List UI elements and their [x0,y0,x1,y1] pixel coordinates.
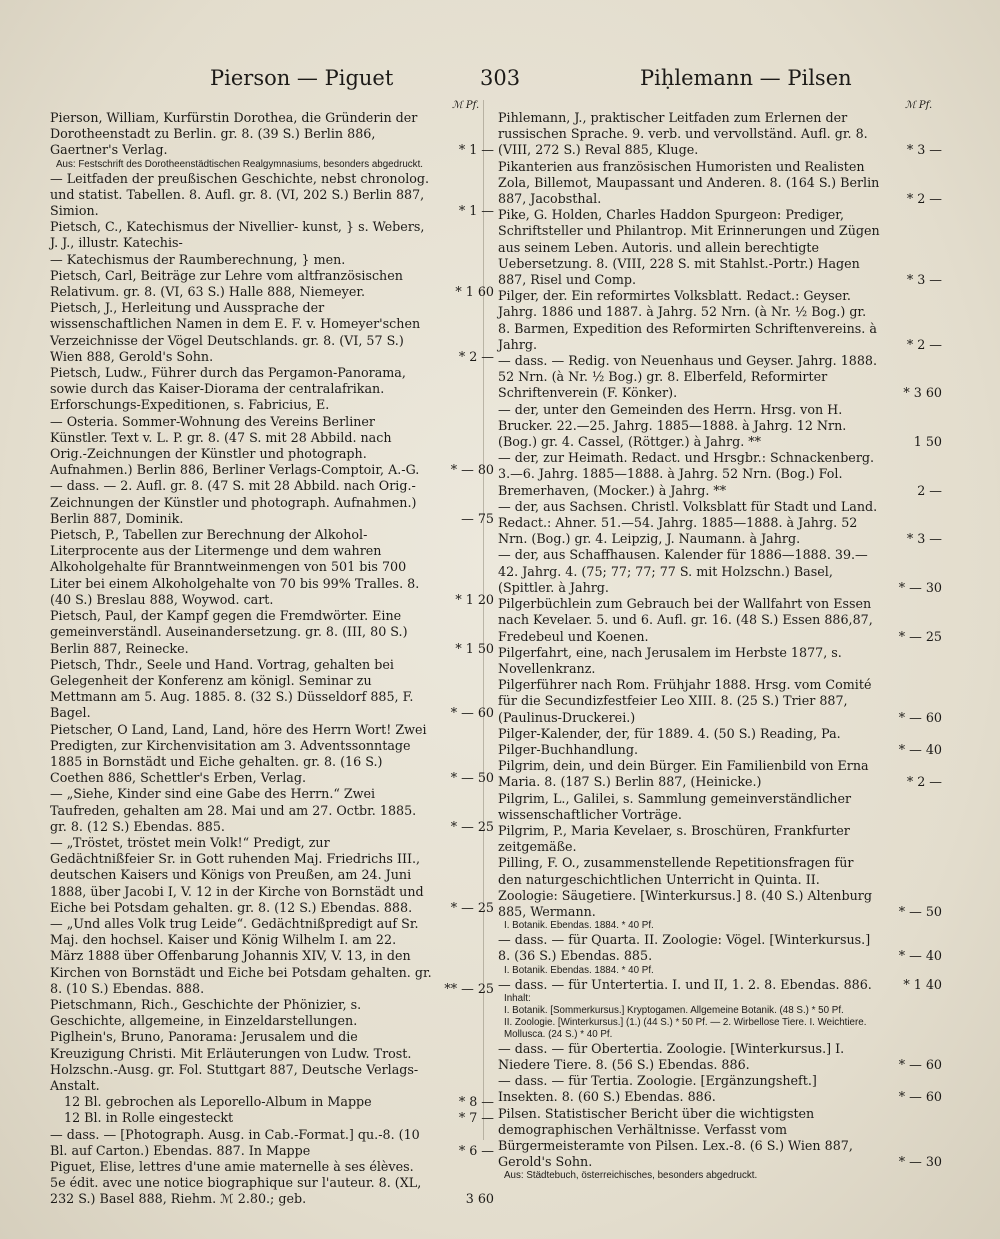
entry-price: * — 60 [898,1056,942,1072]
entry-price: 1 50 [913,434,942,450]
catalog-entry [50,722,494,787]
entry-price: * — 40 [898,948,942,964]
entry-text: Pilsen. Statistischer Bericht über die wichtigsten demographischen Verhältnisse. Verfasst vom Bürgermeisteramte von Pilsen. Lex.-8. (6 S.) Wien 887, Gerold's Sohn. [498,1105,853,1170]
entry-price: * — 30 [898,579,942,595]
bibliographic-note: Aus: Städtebuch, österreichisches, besonders abgedruckt. [504,1170,758,1182]
catalog-entry [50,252,494,268]
entry-price: * 1 50 [455,640,494,656]
catalog-entry [498,207,942,288]
catalog-entry [498,932,942,964]
entry-price: * 1 40 [903,976,942,992]
bibliographic-note: I. Botanik. Ebendas. 1884. * 40 Pf. [504,920,654,932]
entry-text: Pihlemann, J., praktischer Leitfaden zum Erlernen der russischen Sprache. 9. verb. und vervollständ. Aufl. gr. 8. (VIII, 272 S.) Reval 885, Kluge. [498,110,868,158]
catalog-entry [498,499,942,548]
entry-text: Pilgerbüchlein zum Gebrauch bei der Wallfahrt von Essen nach Kevelaer. 5. und 6. Aufl. gr. 16. (48 S.) Essen 886,87, Fredebeul und Koenen. [498,596,873,644]
entry-text: 12 Bl. in Rolle eingesteckt [64,1110,234,1126]
entry-price: * — 40 [898,741,942,757]
entry-price: ** — 25 [444,980,494,996]
catalog-entry [50,110,494,159]
left-column [50,110,494,1208]
catalog-entry [50,268,494,300]
entry-price: * — 50 [450,770,494,786]
entry-price: * 2 — [906,774,942,790]
catalog-entry [50,527,494,608]
entry-price: — 75 [461,510,494,526]
entry-text: — dass. — für Obertertia. Zoologie. [Winterkursus.] I. Niedere Tiere. 8. (56 S.) Ebendas. 886. [498,1040,845,1072]
bibliographic-note: II. Zoologie. [Winterkursus.] (1.) (44 S.) * 50 Pf. — 2. Wirbellose Tiere. I. Weichtiere. Mollusca. (24 S.) * 40 Pf. [504,1016,867,1040]
entry-price: * — 25 [450,899,494,915]
entry-text: Piglhein's, Bruno, Panorama: Jerusalem und die Kreuzigung Christi. Mit Erläuterungen von Ludw. Trost. Holzschn.-Ausg. gr. Fol. Stuttgart 887, Deutsche Verlags-Anstalt. [50,1029,419,1093]
catalog-entry [498,855,942,920]
entry-text: Pilgrim, dein, und dein Bürger. Ein Familienbild von Erna Maria. 8. (187 S.) Berlin 887, (Heinicke.) [498,758,869,790]
bibliographic-note: Aus: Festschrift des Dorotheenstädtischen Realgymnasiums, besonders abgedruckt. [56,158,424,170]
entry-text: — der, aus Schaffhausen. Kalender für 1886—1888. 39.—42. Jahrg. 4. (75; 77; 77; 77 S. mit Holzschn.) Basel, (Spittler. à Jahrg. [498,547,868,595]
catalog-entry [498,288,942,353]
entry-text: — „Tröstet, tröstet mein Volk!“ Predigt, zur Gedächtnißfeier Sr. in Gott ruhenden Maj. Friedrichs III., deutschen Kaisers und Königs von Preußen, am 24. Juni 1888, über Jacobi I, V. 12 in der Kirche von Bornstädt und Eiche bei Potsdam gehalten. gr. 8. (12 S.) Ebendas. 888. [50,834,424,915]
right-column [498,110,942,1182]
entry-price: * — 60 [898,1089,942,1105]
catalog-entry [50,1127,494,1159]
header-right-catchword: Piḥlemann — Pilsen [640,66,852,90]
entry-text: — der, unter den Gemeinden des Herrn. Hrsg. von H. Brucker. 22.—25. Jahrg. 1885—1888. à Jahrg. 12 Nrn. (Bog.) gr. 4. Cassel, (Röttger.) à Jahrg. ** [498,401,847,450]
catalog-entry [50,478,494,527]
catalog-entry [50,219,494,251]
entry-price: * 7 — [458,1110,494,1126]
catalog-entry [50,414,494,479]
entry-text: Pietsch, Thdr., Seele und Hand. Vortrag, gehalten bei Gelegenheit der Konferenz am königl. Seminar zu Mettmann am 5. Aug. 1885. 8. (32 S.) Düsseldorf 885, F. Bagel. [50,656,414,721]
entry-text: Pikanterien aus französischen Humoristen und Realisten Zola, Billemot, Maupassant und Anderen. 8. (164 S.) Berlin 887, Jacobsthal. [498,158,880,207]
entry-price: 3 60 [465,1191,494,1207]
entry-text: Pietschmann, Rich., Geschichte der Phönizier, s. Geschichte, allgemeine, in Einzeldarstellungen. [50,996,362,1029]
entry-price: * 2 — [906,191,942,207]
catalog-entry [498,823,942,855]
bibliographic-note: I. Botanik. [Sommerkursus.] Kryptogamen. Allgemeine Botanik. (48 S.) * 50 Pf. [504,1004,844,1016]
entry-text: Pike, G. Holden, Charles Haddon Spurgeon: Prediger, Schriftsteller und Philantrop. Mit Erinnerungen und Zügen aus seinem Leben. Autoris. und allein berechtigte Uebersetzung. 8. (VIII, 228 S. mit Stahlst.-Portr.) Hagen 887, Risel und Comp. [498,207,880,288]
entry-text: Pilling, F. O., zusammenstellende Repetitionsfragen für den naturgeschichtlichen Unterricht in Quinta. II. Zoologie: Säugetiere. [Winterkursus.] 8. (40 S.) Altenburg 885, Wermann. [498,855,872,919]
catalog-entry [498,1106,942,1171]
entry-text: — dass. — Redig. von Neuenhaus und Geyser. Jahrg. 1888. 52 Nrn. (à Nr. ½ Bog.) gr. 8. Elberfeld, Reformirter Schriftenverein (F. Könker). [498,353,878,401]
entry-price: * — 25 [450,818,494,834]
entry-text: Pietsch, P., Tabellen zur Berechnung der Alkohol-Literprocente aus der Litermenge und dem wahren Alkoholgehalte für Branntweinmengen von 501 bis 700 Liter bei einem Alkoholgehalte von 70 bis 99% Tralles. 8. (40 S.) Breslau 888, Woywod. cart. [50,527,420,607]
entry-price: * — 25 [898,628,942,644]
entry-text: Pilger, der. Ein reformirtes Volksblatt. Redact.: Geyser. Jahrg. 1886 und 1887. à Jahrg. 52 Nrn. (à Nr. ½ Bog.) gr. 8. Barmen, Expedition des Reformirten Schriftenvereins. à Jahrg. [498,288,877,352]
entry-text: — der, aus Sachsen. Christl. Volksblatt für Stadt und Land. Redact.: Ahner. 51.—54. Jahrg. 1885—1888. à Jahrg. 52 Nrn. (Bog.) gr. 4. Leipzig, J. Naumann. à Jahrg. [498,498,878,547]
entry-text: — dass. — [Photograph. Ausg. in Cab.-Format.] qu.-8. (10 Bl. auf Carton.) Ebendas. 887. In Mappe [50,1126,420,1158]
catalog-entry [498,110,942,159]
entry-text: — dass. — 2. Aufl. gr. 8. (47 S. mit 28 Abbild. nach Orig.-Zeichnungen der Künstler und photograph. Aufnahmen.) Berlin 887, Dominik. [50,478,417,526]
entry-price: * 2 — [906,336,942,352]
entry-text: Pilgerfahrt, eine, nach Jerusalem im Herbste 1877, s. Novellenkranz. [498,644,842,676]
entry-price: 2 — [917,482,942,498]
catalog-entry [50,997,494,1029]
entry-price: * 3 — [906,531,942,547]
catalog-entry [50,1029,494,1094]
entry-text: Pietscher, O Land, Land, Land, höre des Herrn Wort! Zwei Predigten, zur Kirchenvisitation am 3. Adventssonntage 1885 in Bornstädt und Eiche gehalten. gr. 8. (16 S.) Coethen 886, Schettler's Erben, Verlag. [50,721,427,786]
catalog-entry [498,645,942,677]
entry-text: — „Und alles Volk trug Leide“. Gedächtnißpredigt auf Sr. Maj. den hochsel. Kaiser und König Wilhelm I. am 22. März 1888 über Offenbarung Johannis XIV, V. 13, in den Kirchen von Bornstädt und Eiche bei Potsdam gehalten. gr. 8. (10 S.) Ebendas. 888. [50,915,432,996]
entry-price: * — 60 [450,705,494,721]
entry-price: * 3 — [906,142,942,158]
catalog-entry [498,1073,942,1105]
entry-text: — Katechismus der Raumberechnung, } men. [50,251,346,267]
catalog-entry [50,365,494,414]
entry-text: — dass. — für Tertia. Zoologie. [Ergänzungsheft.] Insekten. 8. (60 S.) Ebendas. 886. [498,1073,817,1105]
entry-price: * 1 60 [455,284,494,300]
entry-text: Piguet, Elise, lettres d'une amie maternelle à ses élèves. 5e édit. avec une notice biographique sur l'auteur. 8. (XL, 232 S.) Basel 888, Riehm. ℳ 2.80.; geb. [50,1159,422,1207]
entry-text: Pietsch, C., Katechismus der Nivellier- kunst, } s. Webers, J. J., illustr. Katechis- [50,219,425,251]
catalog-entry [50,1094,494,1110]
entry-price: * 1 — [458,203,494,219]
entry-text: Pilger-Kalender, der, für 1889. 4. (50 S.) Reading, Pa. Pilger-Buchhandlung. [498,725,841,757]
entry-price: * 8 — [458,1094,494,1110]
catalog-entry [50,1110,494,1126]
entry-text: 12 Bl. gebrochen als Leporello-Album in Mappe [64,1094,372,1110]
catalog-entry [50,171,494,220]
header-left-catchword: Pierson — Piguet [210,66,394,90]
entry-text: Pietsch, Ludw., Führer durch das Pergamon-Panorama, sowie durch das Kaiser-Diorama der centralafrikan. Erforschungs-Expeditionen, s. Fabricius, E. [50,365,406,413]
entry-text: Pietsch, Paul, der Kampf gegen die Fremdwörter. Eine gemeinverständl. Auseinandersetzung. gr. 8. (III, 80 S.) Berlin 887, Reinecke. [50,608,408,656]
catalog-entry [498,159,942,208]
catalog-entry [498,977,942,993]
entry-price: * 1 20 [455,591,494,607]
entry-text: — „Siehe, Kinder sind eine Gabe des Herrn.“ Zwei Taufreden, gehalten am 28. Mai und am 27. Octbr. 1885. gr. 8. (12 S.) Ebendas. 885. [50,786,417,834]
entry-price: * 3 — [906,272,942,288]
catalog-entry [498,791,942,823]
catalog-entry [50,1159,494,1208]
entry-price: * — 60 [898,709,942,725]
price-column-label-left: ℳ Pf. [452,100,480,111]
catalog-entry [498,402,942,451]
entry-price: * 2 — [458,348,494,364]
entry-text: Pietsch, Carl, Beiträge zur Lehre vom altfranzösischen Relativum. gr. 8. (VI, 63 S.) Halle 888, Niemeyer. [50,267,403,300]
catalog-entry [498,758,942,790]
catalog-entry [498,547,942,596]
entry-text: Pilgrim, L., Galilei, s. Sammlung gemeinverständlicher wissenschaftlicher Vorträge. [498,790,852,822]
entry-price: * — 30 [898,1154,942,1170]
catalog-entry [498,450,942,499]
catalog-entry [498,1041,942,1073]
catalog-entry [50,786,494,835]
bibliographic-note: I. Botanik. Ebendas. 1884. * 40 Pf. [504,964,654,976]
catalog-entry [498,726,942,758]
entry-price: * 3 60 [903,385,942,401]
catalog-entry [498,677,942,726]
entry-text: — dass. — für Untertertia. I. und II, 1. 2. 8. Ebendas. 886. [498,976,872,992]
bibliographic-note: Inhalt: [504,992,531,1004]
running-header [40,66,960,100]
entry-text: — dass. — für Quarta. II. Zoologie: Vögel. [Winterkursus.] 8. (36 S.) Ebendas. 885. [498,932,871,964]
entry-price: * — 80 [450,462,494,478]
catalog-entry [50,916,494,997]
catalog-entry [50,835,494,916]
entry-text: — der, zur Heimath. Redact. und Hrsgbr.: Schnackenberg. 3.—6. Jahrg. 1885—1888. à Jahrg. 52 Nrn. (Bog.) Fol. Bremerhaven, (Mocker.) à Jahrg. ** [498,450,875,498]
page-number: 303 [480,66,521,90]
entry-text: — Leitfaden der preußischen Geschichte, nebst chronolog. und statist. Tabellen. 8. Aufl. gr. 8. (VI, 202 S.) Berlin 887, Simion. [50,170,430,219]
entry-text: Pierson, William, Kurfürstin Dorothea, die Gründerin der Dorotheenstadt zu Berlin. gr. 8. (39 S.) Berlin 886, Gaertner's Verlag. [50,110,418,158]
catalog-entry [50,300,494,365]
entry-price: * 6 — [458,1142,494,1158]
entry-price: * — 50 [898,903,942,919]
entry-text: Pietsch, J., Herleitung und Aussprache der wissenschaftlichen Namen in dem E. F. v. Homeyer'schen Verzeichnisse der Vögel Deutschlands. gr. 8. (VI, 57 S.) Wien 888, Gerold's Sohn. [50,300,421,364]
entry-price: * 1 — [458,142,494,158]
catalog-entry [498,353,942,402]
catalog-entry [498,596,942,645]
price-column-label-right: ℳ Pf. [905,100,933,111]
catalog-entry [50,657,494,722]
entry-text: Pilgerführer nach Rom. Frühjahr 1888. Hrsg. vom Comité für die Secundizfestfeier Leo XIII. 8. (25 S.) Trier 887, (Paulinus-Druckerei.) [498,677,872,725]
catalog-entry [50,608,494,657]
entry-text: — Osteria. Sommer-Wohnung des Vereins Berliner Künstler. Text v. L. P. gr. 8. (47 S. mit 28 Abbild. nach Orig.-Zeichnungen der Künstler und photograph. Aufnahmen.) Berlin 886, Berliner Verlags-Comptoir, A.-G. [50,413,420,478]
entry-text: Pilgrim, P., Maria Kevelaer, s. Broschüren, Frankfurter zeitgemäße. [498,822,850,855]
